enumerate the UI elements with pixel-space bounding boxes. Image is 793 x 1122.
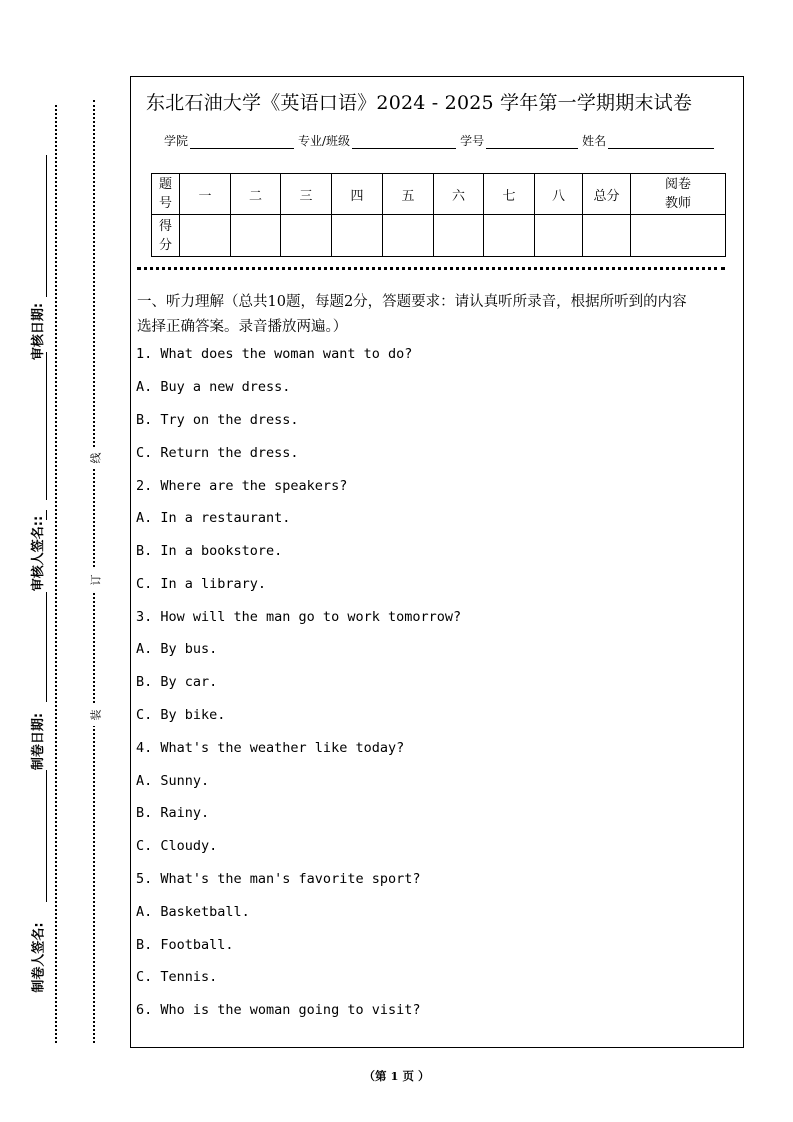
compile-date-line (46, 592, 47, 702)
score-cell[interactable] (231, 215, 281, 257)
option-5a: A. Basketball. (136, 904, 250, 920)
question-1: 1. What does the woman want to do? (136, 346, 413, 362)
score-cell[interactable] (281, 215, 332, 257)
option-1c: C. Return the dress. (136, 445, 299, 461)
major-class-field[interactable] (352, 134, 456, 149)
score-row-header: 得 分 (152, 215, 180, 257)
review-date-line (46, 155, 47, 297)
compiler-signature-label: 制卷人签名: (31, 921, 47, 993)
option-2b: B. In a bookstore. (136, 543, 283, 559)
option-2a: A. In a restaurant. (136, 510, 291, 526)
col-3: 三 (281, 174, 332, 215)
dotted-line-outer (55, 105, 57, 1043)
reviewer-signature-label: 审核人签名:: (31, 515, 47, 591)
option-1a: A. Buy a new dress. (136, 379, 291, 395)
college-field[interactable] (190, 134, 294, 149)
option-4c: C. Cloudy. (136, 838, 218, 854)
question-6: 6. Who is the woman going to visit? (136, 1002, 421, 1018)
page-number: （第 1 页 ） (363, 1069, 430, 1083)
col-4: 四 (332, 174, 383, 215)
option-5c: C. Tennis. (136, 969, 218, 985)
section-1-heading: 一、听力理解（总共10题，每题2分，答题要求：请认真听所录音，根据所听到的内容 选择正确答案。录音播放两遍。） (137, 294, 687, 335)
reviewer-signature-line-a (46, 352, 47, 500)
score-table-score-row (152, 215, 726, 257)
col-8: 八 (535, 174, 583, 215)
grader-header: 阅卷 教师 (631, 174, 726, 215)
option-5b: B. Football. (136, 937, 234, 953)
student-info-row (164, 132, 718, 149)
binding-mark-zhuang: 装 (84, 704, 106, 726)
score-cell[interactable] (484, 215, 535, 257)
question-2: 2. Where are the speakers? (136, 478, 348, 494)
option-2c: C. In a library. (136, 576, 267, 592)
compiler-signature-line (46, 770, 47, 902)
option-1b: B. Try on the dress. (136, 412, 299, 428)
student-id-label: 学号 (460, 134, 485, 148)
option-3a: A. By bus. (136, 641, 218, 657)
score-table-header-row (152, 174, 726, 215)
compile-date-label: 制卷日期: (31, 712, 47, 770)
question-4: 4. What's the weather like today? (136, 740, 405, 756)
dotted-divider (137, 267, 725, 270)
total-score-cell[interactable] (583, 215, 631, 257)
major-class-label: 专业/班级 (298, 134, 351, 148)
score-cell[interactable] (332, 215, 383, 257)
exam-title: 东北石油大学《英语口语》2024 - 2025 学年第一学期期末试卷 (146, 92, 693, 114)
score-cell[interactable] (535, 215, 583, 257)
option-4b: B. Rainy. (136, 805, 210, 821)
grader-cell[interactable] (631, 215, 726, 257)
name-label: 姓名 (582, 134, 607, 148)
student-id-field[interactable] (486, 134, 578, 149)
option-4a: A. Sunny. (136, 773, 210, 789)
option-3b: B. By car. (136, 674, 218, 690)
option-3c: C. By bike. (136, 707, 226, 723)
review-date-label: 审核日期: (31, 302, 47, 360)
college-label: 学院 (164, 134, 189, 148)
score-cell[interactable] (180, 215, 231, 257)
col-total: 总分 (583, 174, 631, 215)
col-1: 一 (180, 174, 231, 215)
score-cell[interactable] (434, 215, 484, 257)
binding-mark-ding: 订 (84, 569, 106, 591)
col-5: 五 (383, 174, 434, 215)
question-number-header: 题 号 (152, 174, 180, 215)
name-field[interactable] (608, 134, 714, 149)
col-6: 六 (434, 174, 484, 215)
score-cell[interactable] (383, 215, 434, 257)
binding-mark-xian: 线 (84, 447, 106, 469)
col-7: 七 (484, 174, 535, 215)
col-2: 二 (231, 174, 281, 215)
question-5: 5. What's the man's favorite sport? (136, 871, 421, 887)
question-3: 3. How will the man go to work tomorrow? (136, 609, 462, 625)
score-table (151, 173, 726, 257)
